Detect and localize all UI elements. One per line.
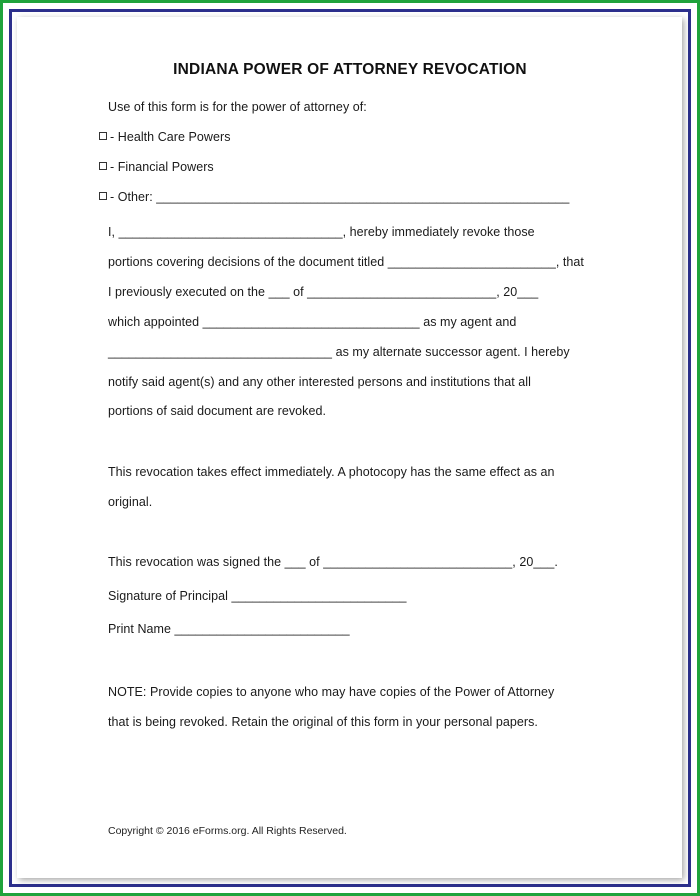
signed-line: This revocation was signed the ___ of ___________________________, 20___.: [108, 555, 558, 569]
checkbox-financial[interactable]: [99, 162, 107, 170]
option-label: - Other: ___________________________________________________________: [110, 190, 570, 204]
body-line: I, ________________________________, hereby immediately revoke those: [108, 225, 535, 239]
option-label: - Health Care Powers: [110, 130, 231, 144]
body-line: notify said agent(s) and any other interested persons and institutions that all: [108, 375, 531, 389]
body-line: ________________________________ as my alternate successor agent. I hereby: [108, 345, 570, 359]
checkbox-other[interactable]: [99, 192, 107, 200]
body-line: portions covering decisions of the document titled ________________________, that: [108, 255, 584, 269]
checkbox-health-care[interactable]: [99, 132, 107, 140]
option-health-care: [99, 130, 231, 144]
option-label: - Financial Powers: [110, 160, 214, 174]
note-line: NOTE: Provide copies to anyone who may have copies of the Power of Attorney: [108, 685, 555, 699]
print-name-line: Print Name _________________________: [108, 622, 350, 636]
body-line: portions of said document are revoked.: [108, 404, 326, 418]
effect-line: original.: [108, 495, 153, 509]
option-financial: [99, 160, 214, 174]
signature-line: Signature of Principal _________________________: [108, 589, 407, 603]
intro-text: Use of this form is for the power of attorney of:: [108, 100, 367, 114]
body-line: I previously executed on the ___ of ___________________________, 20___: [108, 285, 539, 299]
document-page: [17, 17, 682, 878]
effect-line: This revocation takes effect immediately. A photocopy has the same effect as an: [108, 465, 555, 479]
body-line: which appointed _______________________________ as my agent and: [108, 315, 517, 329]
note-line: that is being revoked. Retain the original of this form in your personal papers.: [108, 715, 538, 729]
copyright-text: Copyright © 2016 eForms.org. All Rights Reserved.: [108, 825, 347, 837]
option-other: [99, 190, 569, 204]
document-title: INDIANA POWER OF ATTORNEY REVOCATION: [173, 61, 527, 78]
